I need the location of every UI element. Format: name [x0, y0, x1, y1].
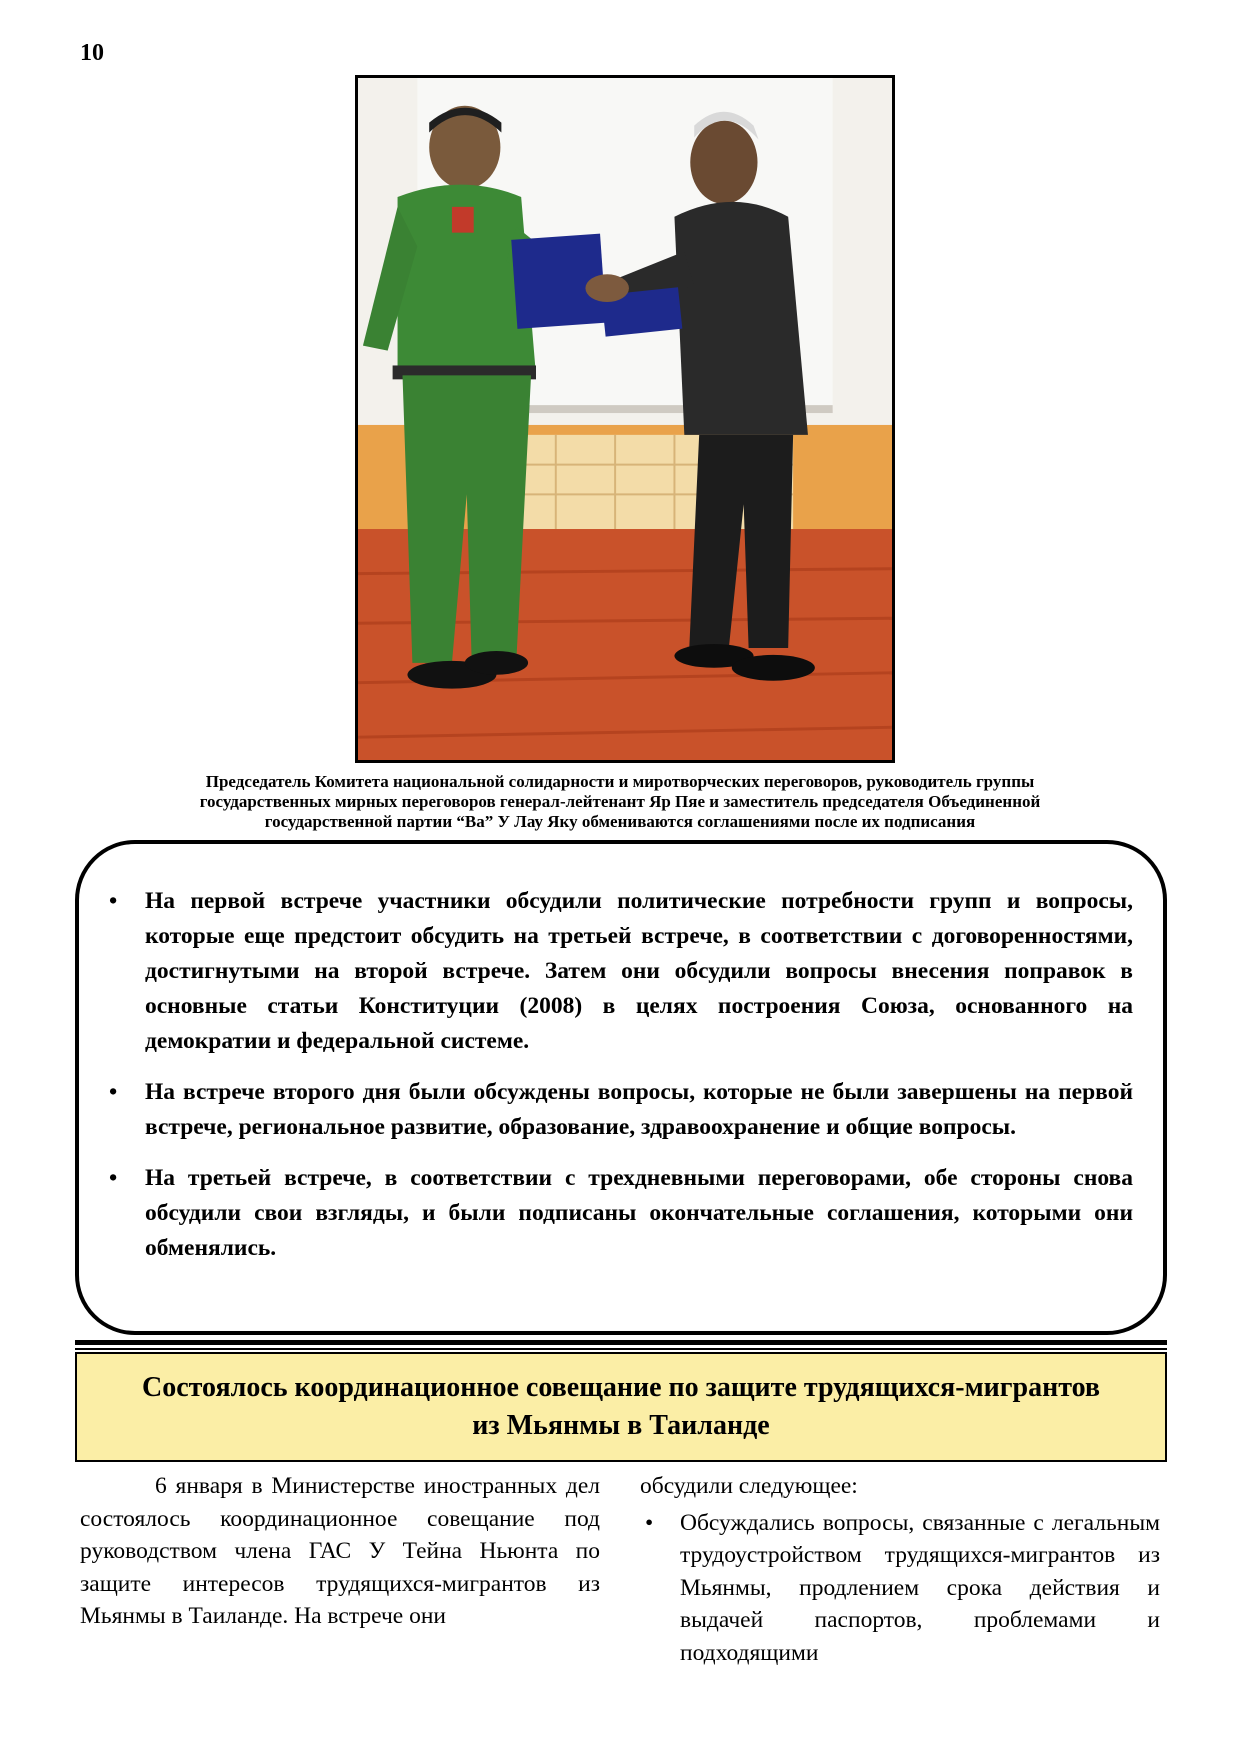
highlight-text: На встрече второго дня были обсуждены вопросы, которые не были завершены на первой встрече, региональное развитие, образование, здравоохранение и общие вопросы. — [145, 1079, 1133, 1140]
caption-line: государственных мирных переговоров генерал-лейтенант Яр Пяе и заместитель председателя Объединенной — [199, 792, 1041, 811]
highlight-item — [109, 1075, 1133, 1145]
section-divider-thick — [75, 1340, 1167, 1345]
highlights-box — [75, 840, 1167, 1335]
headline-line-2: из Мьянмы в Таиланде — [472, 1410, 770, 1441]
caption-line: Председатель Комитета национальной солидарности и миротворческих переговоров, руководитель группы — [205, 772, 1035, 791]
caption-line: государственной партии “Ва” У Лау Яку обмениваются соглашениями после их подписания — [264, 812, 976, 831]
bullet-icon: • — [645, 1509, 654, 1536]
article-bullet-item — [640, 1507, 1160, 1670]
article-bullet-text: Обсуждались вопросы, связанные с легальным трудоустройством трудящихся-мигрантов из Мьянмы, продлением срока действия и выдачей паспортов, проблемами и подходящими — [680, 1509, 1160, 1666]
article-paragraph: 6 января в Министерстве иностранных дел состоялось координационное совещание под руководством члена ГАС У Тейна Ньюнта по защите интересов трудящихся-мигрантов из Мьянмы в Таиланде. На встрече они — [80, 1473, 600, 1629]
bullet-icon: • — [109, 1165, 118, 1191]
section-divider-thin — [75, 1348, 1167, 1350]
highlight-text: На третьей встрече, в соответствии с трехдневными переговорами, обе стороны снова обсудили свои взгляды, и были подписаны окончательные соглашения, которыми они обменялись. — [145, 1165, 1133, 1261]
article-column-right — [640, 1470, 1160, 1669]
news-photo — [355, 75, 895, 763]
highlight-text: На первой встрече участники обсудили политические потребности групп и вопросы, которые еще предстоит обсудить на третьей встрече, в соответствии с договоренностями, достигнутыми на второй встрече. Затем они обсудили вопросы внесения поправок в основные статьи Конституции (2008) в целях построения Союза, основанного на демократии и федеральной системе. — [145, 888, 1133, 1054]
article-column-left — [80, 1470, 600, 1633]
photo-caption — [95, 772, 1145, 832]
highlights-list — [109, 884, 1133, 1266]
article-paragraph: обсудили следующее: — [640, 1473, 858, 1499]
highlight-item — [109, 1161, 1133, 1266]
highlight-item — [109, 884, 1133, 1059]
article-headline — [122, 1369, 1120, 1445]
article-headline-box — [75, 1352, 1167, 1462]
page-number: 10 — [80, 40, 104, 66]
headline-line-1: Состоялось координационное совещание по защите трудящихся-мигрантов — [141, 1372, 1101, 1403]
article-bullet-list — [640, 1507, 1160, 1670]
bullet-icon: • — [109, 1079, 118, 1105]
bullet-icon: • — [109, 888, 118, 914]
handshake-photo-illustration — [358, 78, 892, 760]
